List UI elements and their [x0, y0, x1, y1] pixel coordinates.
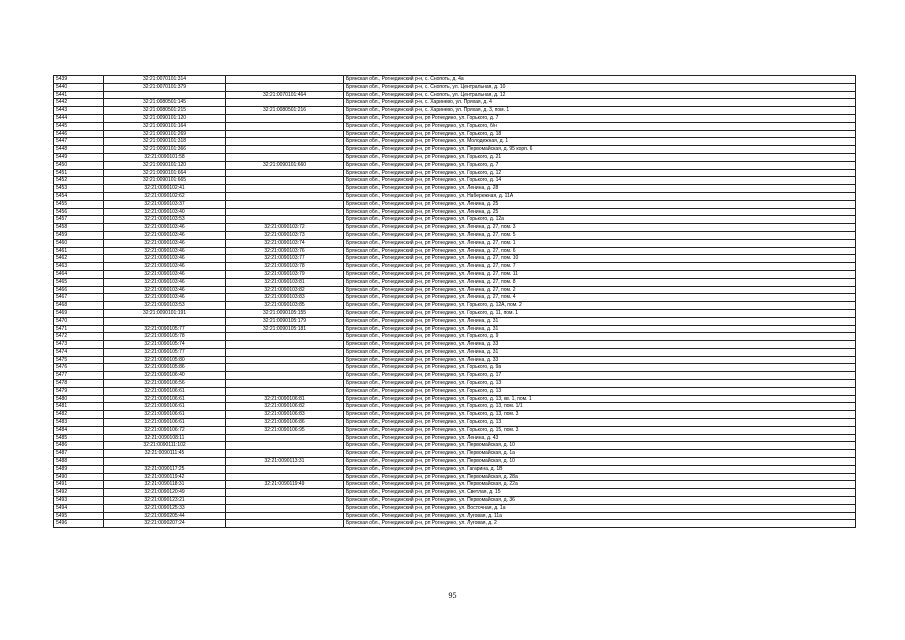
row-number-cell: 5492: [54, 489, 104, 497]
row-number-cell: 5472: [54, 333, 104, 341]
premises-cadastral-number-cell: [226, 83, 344, 91]
address-cell: Брянская обл., Рогнединский р-н, с. Харинево, ул. Пряхая, д. 3, пом. 1: [344, 107, 856, 115]
premises-cadastral-number-cell: [226, 185, 344, 193]
table-row: [54, 497, 856, 505]
address-cell: Брянская обл., Рогнединский р-н, рп Рогнедино, ул. Восточная, д. 1а: [344, 504, 856, 512]
cadastral-number-cell: 32:21:0090106:61: [104, 387, 226, 395]
row-number-cell: 5459: [54, 231, 104, 239]
row-number-cell: 5441: [54, 91, 104, 99]
table-row: [54, 348, 856, 356]
premises-cadastral-number-cell: [226, 153, 344, 161]
premises-cadastral-number-cell: [226, 434, 344, 442]
cadastral-number-cell: 32:21:0070101:379: [104, 83, 226, 91]
row-number-cell: 5466: [54, 286, 104, 294]
row-number-cell: 5491: [54, 481, 104, 489]
table-row: [54, 356, 856, 364]
cadastral-number-cell: 32:21:0090103:40: [104, 208, 226, 216]
premises-cadastral-number-cell: [226, 76, 344, 84]
premises-cadastral-number-cell: 32:21:0070101:464: [226, 91, 344, 99]
address-cell: Брянская обл., Рогнединский р-н, рп Рогнедино, ул. Ленина, д. 31: [344, 317, 856, 325]
table-row: [54, 146, 856, 154]
premises-cadastral-number-cell: [226, 497, 344, 505]
premises-cadastral-number-cell: [226, 114, 344, 122]
address-cell: Брянская обл., Рогнединский р-н, рп Рогнедино, ул. Ленина, д. 33: [344, 356, 856, 364]
address-cell: Брянская обл., Рогнединский р-н, рп Рогнедино, ул. Горького, д. 12А, пом. 2: [344, 302, 856, 310]
cadastral-number-cell: 32:21:0090111:45: [104, 450, 226, 458]
table-row: [54, 333, 856, 341]
premises-cadastral-number-cell: [226, 512, 344, 520]
table-row: [54, 411, 856, 419]
row-number-cell: 5442: [54, 99, 104, 107]
address-cell: Брянская обл., Рогнединский р-н, рп Рогнедино, ул. Горького, д. 7: [344, 161, 856, 169]
table-row: [54, 169, 856, 177]
address-cell: Брянская обл., Рогнединский р-н, рп Рогнедино, ул. Горького, д. 7: [344, 114, 856, 122]
table-row: [54, 177, 856, 185]
row-number-cell: 5493: [54, 497, 104, 505]
cadastral-number-cell: 32:21:0090103:46: [104, 239, 226, 247]
cadastral-number-cell: 32:21:0090106:61: [104, 411, 226, 419]
address-cell: Брянская обл., Рогнединский р-н, рп Рогнедино, ул. Ленина, д. 25: [344, 200, 856, 208]
table-row: [54, 504, 856, 512]
address-cell: Брянская обл., Рогнединский р-н, рп Рогнедино, ул. Горького, д. 13, кв. 1, пом. 1: [344, 395, 856, 403]
row-number-cell: 5440: [54, 83, 104, 91]
premises-cadastral-number-cell: [226, 138, 344, 146]
cadastral-number-cell: 32:21:0090103:46: [104, 255, 226, 263]
premises-cadastral-number-cell: 32:21:0090106:82: [226, 403, 344, 411]
address-cell: Брянская обл., Рогнединский р-н, рп Рогнедино, ул. Горького, д. 12: [344, 169, 856, 177]
address-cell: Брянская обл., Рогнединский р-н, рп Рогнедино, ул. Ленина, д. 27, пом. 2: [344, 286, 856, 294]
address-cell: Брянская обл., Рогнединский р-н, рп Рогнедино, ул. Молодежная, д. 1: [344, 138, 856, 146]
cadastral-number-cell: 32:21:0090119:42: [104, 473, 226, 481]
row-number-cell: 5473: [54, 341, 104, 349]
premises-cadastral-number-cell: [226, 372, 344, 380]
table-row: [54, 239, 856, 247]
table-row: [54, 270, 856, 278]
cadastral-number-cell: 32:21:0080501:145: [104, 99, 226, 107]
address-cell: Брянская обл., Рогнединский р-н, рп Рогнедино, ул. Горького, д. 13, пом. 3: [344, 411, 856, 419]
address-cell: Брянская обл., Рогнединский р-н, рп Рогнедино, ул. Ленина, д. 27, пом. 10: [344, 255, 856, 263]
row-number-cell: 5450: [54, 161, 104, 169]
cadastral-number-cell: 32:21:0090103:46: [104, 231, 226, 239]
row-number-cell: 5469: [54, 309, 104, 317]
cadastral-number-cell: 32:21:0090101:120: [104, 161, 226, 169]
address-cell: Брянская обл., Рогнединский р-н, рп Рогнедино, ул. Горького, д. 17: [344, 372, 856, 380]
address-cell: Брянская обл., Рогнединский р-н, рп Рогнедино, ул. Ленина, д. 25: [344, 208, 856, 216]
premises-cadastral-number-cell: [226, 200, 344, 208]
row-number-cell: 5444: [54, 114, 104, 122]
row-number-cell: 5474: [54, 348, 104, 356]
row-number-cell: 5452: [54, 177, 104, 185]
cadastral-number-cell: 32:21:0090105:80: [104, 356, 226, 364]
row-number-cell: 5461: [54, 247, 104, 255]
table-row: [54, 216, 856, 224]
cadastral-number-cell: 32:21:0090117:25: [104, 465, 226, 473]
cadastral-number-cell: 32:21:0090106:61: [104, 403, 226, 411]
address-cell: Брянская обл., Рогнединский р-н, рп Рогнедино, ул. Ленина, д. 27, пом. 7: [344, 263, 856, 271]
address-cell: Брянская обл., Рогнединский р-н, рп Рогнедино, ул. Горького, д. 14: [344, 177, 856, 185]
table-row: [54, 380, 856, 388]
register-table-body: [54, 76, 856, 528]
row-number-cell: 5487: [54, 450, 104, 458]
table-row: [54, 294, 856, 302]
row-number-cell: 5455: [54, 200, 104, 208]
premises-cadastral-number-cell: 32:21:0090106:95: [226, 426, 344, 434]
cadastral-number-cell: 32:21:0090103:37: [104, 200, 226, 208]
address-cell: Брянская обл., Рогнединский р-н, рп Рогнедино, ул. Первомайская, д. 10: [344, 442, 856, 450]
cadastral-number-cell: 32:21:0090105:74: [104, 341, 226, 349]
table-row: [54, 91, 856, 99]
premises-cadastral-number-cell: [226, 341, 344, 349]
row-number-cell: 5496: [54, 520, 104, 528]
cadastral-number-cell: 32:21:0090103:53: [104, 302, 226, 310]
row-number-cell: 5470: [54, 317, 104, 325]
table-row: [54, 395, 856, 403]
row-number-cell: 5482: [54, 411, 104, 419]
table-row: [54, 458, 856, 466]
table-row: [54, 185, 856, 193]
table-row: [54, 130, 856, 138]
premises-cadastral-number-cell: 32:21:0090113:31: [226, 458, 344, 466]
cadastral-number-cell: 32:21:0090103:46: [104, 294, 226, 302]
cadastral-number-cell: 32:21:0090111:102: [104, 442, 226, 450]
table-row: [54, 138, 856, 146]
premises-cadastral-number-cell: 32:21:0090103:81: [226, 278, 344, 286]
address-cell: Брянская обл., Рогнединский р-н, рп Рогнедино, ул. Первомайская, д. 28а: [344, 473, 856, 481]
cadastral-number-cell: 32:21:0090120:49: [104, 489, 226, 497]
table-row: [54, 122, 856, 130]
row-number-cell: 5449: [54, 153, 104, 161]
row-number-cell: 5464: [54, 270, 104, 278]
cadastral-number-cell: 32:21:0090103:46: [104, 224, 226, 232]
address-cell: Брянская обл., Рогнединский р-н, рп Рогнедино, ул. Горького, д. 15, пом. 3: [344, 426, 856, 434]
address-cell: Брянская обл., Рогнединский р-н, рп Рогнедино, ул. Первомайская, д. 22а: [344, 481, 856, 489]
address-cell: Брянская обл., Рогнединский р-н, рп Рогнедино, ул. Ленина, д. 31: [344, 325, 856, 333]
address-cell: Брянская обл., Рогнединский р-н, рп Рогнедино, ул. Ленина, д. 31: [344, 348, 856, 356]
premises-cadastral-number-cell: [226, 216, 344, 224]
table-row: [54, 372, 856, 380]
address-cell: Брянская обл., Рогнединский р-н, рп Рогнедино, ул. Горького, д. 11, пом. 1: [344, 309, 856, 317]
row-number-cell: 5495: [54, 512, 104, 520]
row-number-cell: 5446: [54, 130, 104, 138]
premises-cadastral-number-cell: 32:21:0090105:155: [226, 309, 344, 317]
row-number-cell: 5480: [54, 395, 104, 403]
address-cell: Брянская обл., Рогнединский р-н, рп Рогнедино, ул. Горького, д. 18: [344, 130, 856, 138]
cadastral-number-cell: 32:21:0090103:46: [104, 247, 226, 255]
table-row: [54, 76, 856, 84]
table-row: [54, 192, 856, 200]
cadastral-number-cell: 32:21:0070101:314: [104, 76, 226, 84]
cadastral-number-cell: 32:21:0090103:46: [104, 286, 226, 294]
premises-cadastral-number-cell: 32:21:0090103:77: [226, 255, 344, 263]
table-row: [54, 286, 856, 294]
premises-cadastral-number-cell: 32:21:0090105:179: [226, 317, 344, 325]
table-row: [54, 107, 856, 115]
table-row: [54, 465, 856, 473]
table-row: [54, 263, 856, 271]
row-number-cell: 5489: [54, 465, 104, 473]
cadastral-number-cell: 32:21:0090102:41: [104, 185, 226, 193]
row-number-cell: 5462: [54, 255, 104, 263]
row-number-cell: 5481: [54, 403, 104, 411]
table-row: [54, 302, 856, 310]
premises-cadastral-number-cell: 32:21:0090101:660: [226, 161, 344, 169]
address-cell: Брянская обл., Рогнединский р-н, рп Рогнедино, ул. Горького, д. 9а: [344, 364, 856, 372]
address-cell: Брянская обл., Рогнединский р-н, рп Рогнедино, ул. Ленина, д. 28: [344, 185, 856, 193]
premises-cadastral-number-cell: 32:21:0090103:72: [226, 224, 344, 232]
premises-cadastral-number-cell: 32:21:0090106:81: [226, 395, 344, 403]
premises-cadastral-number-cell: [226, 450, 344, 458]
row-number-cell: 5443: [54, 107, 104, 115]
cadastral-number-cell: 32:21:0090106:61: [104, 419, 226, 427]
cadastral-number-cell: 32:21:0090125:33: [104, 504, 226, 512]
address-cell: Брянская обл., Рогнединский р-н, рп Рогнедино, ул. Гагарина, д. 1В: [344, 465, 856, 473]
table-row: [54, 512, 856, 520]
cadastral-number-cell: 32:21:0090105:86: [104, 364, 226, 372]
table-row: [54, 153, 856, 161]
premises-cadastral-number-cell: [226, 489, 344, 497]
cadastral-number-cell: [104, 91, 226, 99]
row-number-cell: 5451: [54, 169, 104, 177]
cadastral-number-cell: 32:21:0090106:40: [104, 372, 226, 380]
table-row: [54, 426, 856, 434]
row-number-cell: 5447: [54, 138, 104, 146]
premises-cadastral-number-cell: [226, 387, 344, 395]
address-cell: Брянская обл., Рогнединский р-н, рп Рогнедино, ул. Первомайская, д. 10: [344, 458, 856, 466]
premises-cadastral-number-cell: 32:21:0090103:82: [226, 286, 344, 294]
address-cell: Брянская обл., Рогнединский р-н, рп Рогнедино, ул. Горького, д. 9: [344, 333, 856, 341]
address-cell: Брянская обл., Рогнединский р-н, рп Рогнедино, ул. Первомайская, д. 95 корп. 6: [344, 146, 856, 154]
row-number-cell: 5463: [54, 263, 104, 271]
premises-cadastral-number-cell: [226, 333, 344, 341]
premises-cadastral-number-cell: [226, 348, 344, 356]
row-number-cell: 5483: [54, 419, 104, 427]
row-number-cell: 5456: [54, 208, 104, 216]
cadastral-number-cell: 32:21:0090101:318: [104, 138, 226, 146]
cadastral-number-cell: 32:21:0090101:269: [104, 130, 226, 138]
table-row: [54, 419, 856, 427]
address-cell: Брянская обл., Рогнединский р-н, рп Рогнедино, ул. Ленина, д. 27, пом. 6: [344, 247, 856, 255]
cadastral-number-cell: 32:21:0090207:24: [104, 520, 226, 528]
address-cell: Брянская обл., Рогнединский р-н, рп Рогнедино, ул. Ленина, д. 33: [344, 341, 856, 349]
row-number-cell: 5476: [54, 364, 104, 372]
row-number-cell: 5488: [54, 458, 104, 466]
address-cell: Брянская обл., Рогнединский р-н, рп Рогнедино, ул. Горького, д. 21: [344, 153, 856, 161]
premises-cadastral-number-cell: [226, 520, 344, 528]
row-number-cell: 5445: [54, 122, 104, 130]
cadastral-number-cell: 32:21:0090106:61: [104, 395, 226, 403]
cadastral-number-cell: 32:21:0090108:11: [104, 434, 226, 442]
cadastral-number-cell: 32:21:0090101:120: [104, 114, 226, 122]
premises-cadastral-number-cell: 32:21:0090119:49: [226, 481, 344, 489]
address-cell: Брянская обл., Рогнединский р-н, рп Рогнедино, ул. Горького, д. 13: [344, 419, 856, 427]
address-cell: Брянская обл., Рогнединский р-н, рп Рогнедино, ул. Светлая, д. 15: [344, 489, 856, 497]
cadastral-number-cell: 32:21:0090105:77: [104, 348, 226, 356]
cadastral-number-cell: 32:21:0090101:665: [104, 177, 226, 185]
row-number-cell: 5454: [54, 192, 104, 200]
premises-cadastral-number-cell: [226, 192, 344, 200]
table-row: [54, 208, 856, 216]
premises-cadastral-number-cell: [226, 504, 344, 512]
page-number: 95: [448, 591, 457, 600]
cadastral-number-cell: 32:21:0090103:46: [104, 263, 226, 271]
row-number-cell: 5478: [54, 380, 104, 388]
table-row: [54, 161, 856, 169]
premises-cadastral-number-cell: 32:21:0090103:79: [226, 270, 344, 278]
table-row: [54, 99, 856, 107]
premises-cadastral-number-cell: 32:21:0080501:216: [226, 107, 344, 115]
cadastral-number-cell: 32:21:0090103:46: [104, 270, 226, 278]
row-number-cell: 5490: [54, 473, 104, 481]
address-cell: Брянская обл., Рогнединский р-н, рп Рогнедино, ул. Горького, д. 12а: [344, 216, 856, 224]
address-cell: Брянская обл., Рогнединский р-н, рп Рогнедино, ул. Луговая, д. 2: [344, 520, 856, 528]
row-number-cell: 5479: [54, 387, 104, 395]
row-number-cell: 5477: [54, 372, 104, 380]
address-cell: Брянская обл., Рогнединский р-н, с. Снопоть, д. 4а: [344, 76, 856, 84]
premises-cadastral-number-cell: 32:21:0090103:73: [226, 231, 344, 239]
row-number-cell: 5485: [54, 434, 104, 442]
premises-cadastral-number-cell: 32:21:0090106:83: [226, 411, 344, 419]
table-row: [54, 231, 856, 239]
address-cell: Брянская обл., Рогнединский р-н, рп Рогнедино, ул. Ленина, д. 27, пом. 1: [344, 239, 856, 247]
premises-cadastral-number-cell: [226, 146, 344, 154]
premises-cadastral-number-cell: [226, 99, 344, 107]
cadastral-number-cell: 32:21:0090103:53: [104, 216, 226, 224]
premises-cadastral-number-cell: 32:21:0090103:83: [226, 294, 344, 302]
table-row: [54, 387, 856, 395]
premises-cadastral-number-cell: 32:21:0090105:181: [226, 325, 344, 333]
premises-cadastral-number-cell: 32:21:0090103:76: [226, 247, 344, 255]
table-row: [54, 450, 856, 458]
row-number-cell: 5439: [54, 76, 104, 84]
cadastral-number-cell: 32:21:0090106:72: [104, 426, 226, 434]
table-row: [54, 403, 856, 411]
premises-cadastral-number-cell: [226, 364, 344, 372]
cadastral-number-cell: 32:21:0080501:215: [104, 107, 226, 115]
premises-cadastral-number-cell: [226, 473, 344, 481]
row-number-cell: 5465: [54, 278, 104, 286]
table-row: [54, 481, 856, 489]
address-cell: Брянская обл., Рогнединский р-н, рп Рогнедино, ул. Ленина, д. 27, пом. 3: [344, 224, 856, 232]
address-cell: Брянская обл., Рогнединский р-н, рп Рогнедино, ул. Ленина, д. 43: [344, 434, 856, 442]
register-table: [53, 75, 856, 528]
row-number-cell: 5486: [54, 442, 104, 450]
cadastral-number-cell: 32:21:0090103:46: [104, 278, 226, 286]
row-number-cell: 5468: [54, 302, 104, 310]
address-cell: Брянская обл., Рогнединский р-н, рп Рогнедино, ул. Набережная, д. 11А: [344, 192, 856, 200]
cadastral-number-cell: 32:21:0090101:164: [104, 122, 226, 130]
premises-cadastral-number-cell: 32:21:0090106:86: [226, 419, 344, 427]
row-number-cell: 5484: [54, 426, 104, 434]
premises-cadastral-number-cell: [226, 208, 344, 216]
cadastral-number-cell: 32:21:0090105:77: [104, 325, 226, 333]
table-row: [54, 489, 856, 497]
row-number-cell: 5475: [54, 356, 104, 364]
address-cell: Брянская обл., Рогнединский р-н, рп Рогнедино, ул. Ленина, д. 27, пом. 8: [344, 278, 856, 286]
address-cell: Брянская обл., Рогнединский р-н, рп Рогнедино, ул. Ленина, д. 27, пом. 11: [344, 270, 856, 278]
premises-cadastral-number-cell: [226, 380, 344, 388]
address-cell: Брянская обл., Рогнединский р-н, с. Снопоть, ул. Центральная, д. 10: [344, 83, 856, 91]
address-cell: Брянская обл., Рогнединский р-н, рп Рогнедино, ул. Луговая, д. 11а: [344, 512, 856, 520]
table-row: [54, 341, 856, 349]
row-number-cell: 5458: [54, 224, 104, 232]
cadastral-number-cell: 32:21:0090105:78: [104, 333, 226, 341]
table-row: [54, 325, 856, 333]
table-row: [54, 473, 856, 481]
address-cell: Брянская обл., Рогнединский р-н, с. Снопоть, ул. Центральная, д. 12: [344, 91, 856, 99]
row-number-cell: 5453: [54, 185, 104, 193]
premises-cadastral-number-cell: [226, 356, 344, 364]
address-cell: Брянская обл., Рогнединский р-н, рп Рогнедино, ул. Горького, д. 13: [344, 380, 856, 388]
cadastral-number-cell: 32:21:0090101:366: [104, 146, 226, 154]
row-number-cell: 5457: [54, 216, 104, 224]
address-cell: Брянская обл., Рогнединский р-н, рп Рогнедино, ул. Горького, д. 13, пом. 1/1: [344, 403, 856, 411]
premises-cadastral-number-cell: 32:21:0090103:78: [226, 263, 344, 271]
table-row: [54, 200, 856, 208]
address-cell: Брянская обл., Рогнединский р-н, с. Харинево, ул. Пряхая, д. 4: [344, 99, 856, 107]
row-number-cell: 5494: [54, 504, 104, 512]
address-cell: Брянская обл., Рогнединский р-н, рп Рогнедино, ул. Горького, б/н: [344, 122, 856, 130]
table-row: [54, 442, 856, 450]
table-row: [54, 247, 856, 255]
table-row: [54, 309, 856, 317]
address-cell: Брянская обл., Рогнединский р-н, рп Рогнедино, ул. Ленина, д. 27, пом. 5: [344, 231, 856, 239]
cadastral-number-cell: 32:21:0090205:44: [104, 512, 226, 520]
premises-cadastral-number-cell: [226, 177, 344, 185]
premises-cadastral-number-cell: 32:21:0090103:85: [226, 302, 344, 310]
table-row: [54, 224, 856, 232]
row-number-cell: 5467: [54, 294, 104, 302]
table-row: [54, 364, 856, 372]
cadastral-number-cell: 32:21:0090101:664: [104, 169, 226, 177]
table-row: [54, 317, 856, 325]
premises-cadastral-number-cell: [226, 442, 344, 450]
cadastral-number-cell: 32:21:0090118:31: [104, 481, 226, 489]
row-number-cell: 5448: [54, 146, 104, 154]
row-number-cell: 5471: [54, 325, 104, 333]
table-row: [54, 520, 856, 528]
premises-cadastral-number-cell: [226, 465, 344, 473]
table-row: [54, 83, 856, 91]
cadastral-number-cell: [104, 458, 226, 466]
table-row: [54, 114, 856, 122]
row-number-cell: 5460: [54, 239, 104, 247]
cadastral-number-cell: 32:21:0090102:62: [104, 192, 226, 200]
premises-cadastral-number-cell: [226, 122, 344, 130]
cadastral-number-cell: [104, 317, 226, 325]
address-cell: Брянская обл., Рогнединский р-н, рп Рогнедино, ул. Первомайская, д. 1а: [344, 450, 856, 458]
address-cell: Брянская обл., Рогнединский р-н, рп Рогнедино, ул. Первомайская, д. 36: [344, 497, 856, 505]
cadastral-number-cell: 32:21:0090123:21: [104, 497, 226, 505]
table-row: [54, 278, 856, 286]
address-cell: Брянская обл., Рогнединский р-н, рп Рогнедино, ул. Горького, д. 13: [344, 387, 856, 395]
table-row: [54, 255, 856, 263]
table-row: [54, 434, 856, 442]
premises-cadastral-number-cell: 32:21:0090103:74: [226, 239, 344, 247]
premises-cadastral-number-cell: [226, 130, 344, 138]
address-cell: Брянская обл., Рогнединский р-н, рп Рогнедино, ул. Ленина, д. 27, пом. 4: [344, 294, 856, 302]
cadastral-number-cell: 32:21:0090101:191: [104, 309, 226, 317]
premises-cadastral-number-cell: [226, 169, 344, 177]
cadastral-number-cell: 32:21:0090106:56: [104, 380, 226, 388]
cadastral-number-cell: 32:21:0090101:58: [104, 153, 226, 161]
